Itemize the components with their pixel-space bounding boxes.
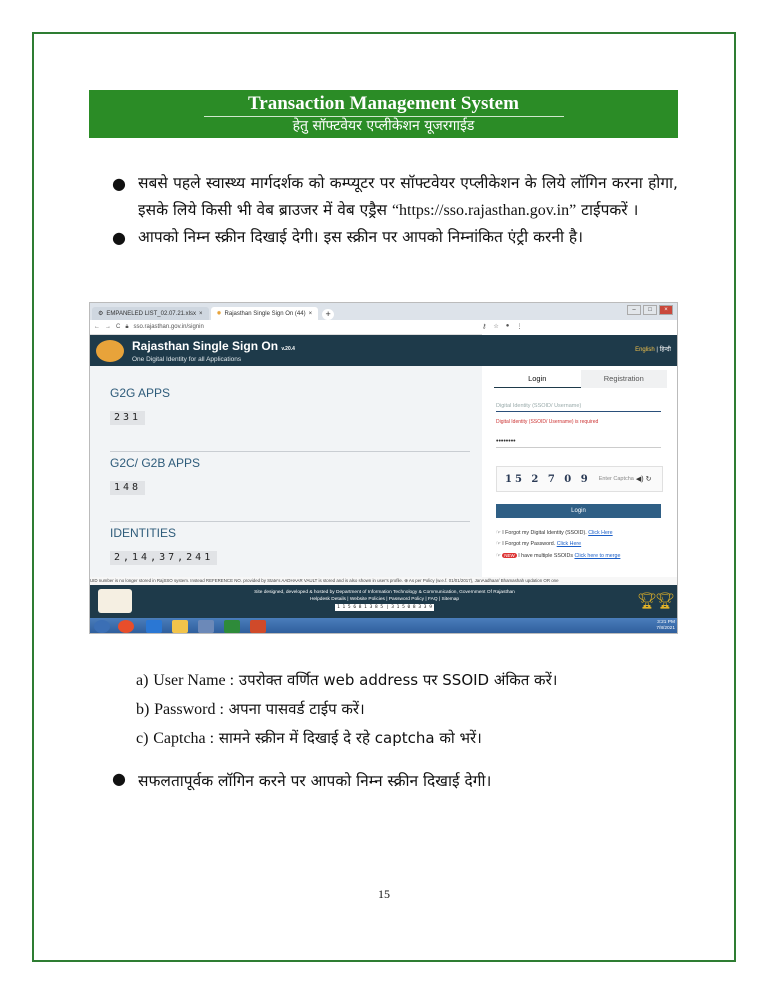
bullet-text: टाईपकरें । — [581, 201, 639, 219]
new-badge: NEW — [504, 553, 515, 558]
divider — [110, 521, 470, 522]
pointer-icon: ☞ — [496, 530, 501, 536]
ssoid-error: Digital Identity (SSOID/ Username) is required — [496, 419, 599, 425]
system-clock: 3:21 PM 7/8/2021 — [656, 620, 675, 631]
excel-icon: ⚙ — [98, 311, 104, 317]
address-bar[interactable] — [90, 320, 677, 335]
document-subtitle: हेतु सॉफ्टवेयर एप्लीकेशन यूजरगाईड — [204, 116, 564, 135]
captcha-box — [496, 466, 663, 492]
lang-hindi-link[interactable]: हिन्दी — [659, 347, 671, 353]
forgot-password-row: ☞ I Forgot my Password. Click Here — [496, 541, 582, 547]
merge-ssoid-row: ☞ NEW I have multiple SSOIDs Click here to merge — [496, 553, 621, 559]
address-url[interactable]: sso.rajasthan.gov.in/signin — [133, 324, 204, 330]
captcha-image: 15 2 7 0 9 — [505, 473, 591, 485]
browser-tab[interactable]: ⚙ EMPANELED LIST_02.07.21.xlsx × — [92, 307, 209, 320]
identities-label: IDENTITIES — [110, 526, 177, 540]
bullet-dot: ● — [112, 769, 126, 788]
pointer-icon: ☞ — [496, 553, 501, 559]
start-button-icon[interactable] — [94, 620, 110, 633]
footer-links[interactable]: Helpdesk Details | Website Policies | Password Policy | FAQ | Sitemap — [309, 597, 460, 602]
forgot-ssoid-row: ☞ I Forgot my Digital Identity (SSOID). Click Here — [496, 530, 613, 536]
bullet-item — [112, 224, 678, 251]
step-item: c) Captcha : सामने स्क्रीन में दिखाई दे रहे captcha को भरें। — [136, 729, 482, 747]
star-icon[interactable]: ☆ — [493, 324, 499, 330]
refresh-icon[interactable]: ↻ — [645, 476, 652, 483]
lock-icon: 🔒︎ — [125, 323, 129, 330]
step-item: a) User Name : उपरोक्त वर्णित web address पर SSOID अंकित करें। — [136, 671, 558, 689]
ie-icon[interactable] — [146, 620, 162, 633]
trophy-icon: 🏆︎ — [654, 593, 675, 610]
back-icon[interactable]: ← — [94, 324, 100, 330]
sso-screenshot — [89, 302, 678, 634]
site-version: v.20.4 — [281, 346, 295, 352]
footer-credit: Site designed, developed & hosted by Department of Information Technology & Communication, Government Of Rajasthan — [254, 590, 515, 595]
login-panel — [482, 366, 678, 577]
forgot-ssoid-link[interactable]: Click Here — [588, 530, 613, 536]
merge-ssoid-link[interactable]: Click here to merge — [574, 553, 621, 559]
reload-icon[interactable]: C — [116, 324, 121, 330]
forgot-password-link[interactable]: Click Here — [556, 541, 582, 547]
tab-login[interactable]: Login — [494, 370, 581, 388]
bullet-item — [112, 170, 678, 224]
maximize-icon[interactable]: □ — [643, 305, 657, 315]
step-item: b) Password : अपना पासवर्ड टाईप करें। — [136, 700, 365, 718]
password-input[interactable]: •••••••• — [496, 438, 661, 448]
login-button[interactable]: Login — [496, 504, 661, 518]
intro-bullets — [112, 170, 678, 251]
key-icon[interactable]: ⚷ — [482, 324, 487, 330]
g2c-counter: 148 — [110, 481, 145, 495]
login-steps — [136, 666, 557, 753]
sso-favicon-icon: ✹ — [216, 311, 222, 317]
minimize-icon[interactable]: – — [627, 305, 641, 315]
g2c-label: G2C/ G2B APPS — [110, 456, 201, 470]
powerpoint-icon[interactable] — [250, 620, 266, 633]
ssoid-input[interactable]: Digital Identity (SSOID/ Username) — [496, 403, 661, 412]
site-title: Rajasthan Single Sign On — [132, 339, 279, 353]
profile-icon[interactable]: ● — [505, 323, 510, 329]
site-subtitle: One Digital Identity for all Applications — [132, 356, 242, 363]
bullet-item — [112, 769, 491, 791]
forward-icon[interactable]: → — [105, 324, 111, 330]
new-tab-icon[interactable]: + — [322, 309, 334, 320]
folder-icon[interactable] — [172, 620, 188, 633]
g2g-counter: 231 — [110, 411, 145, 425]
bullet-dot: ● — [112, 228, 126, 247]
title-banner — [89, 90, 678, 138]
excel-icon[interactable] — [224, 620, 240, 633]
app-icon[interactable] — [198, 620, 214, 633]
chrome-icon[interactable] — [118, 620, 134, 633]
rajasthan-logo — [96, 340, 124, 362]
close-icon[interactable]: × — [308, 310, 313, 317]
bullet-text: आपको निम्न स्क्रीन दिखाई देगी। इस स्क्रीन पर आपको निम्नांकित एंट्री करनी है। — [138, 228, 583, 246]
browser-tab-active[interactable]: ✹ Rajasthan Single Sign On (44) × — [211, 307, 319, 320]
divider — [110, 451, 470, 452]
audio-icon[interactable]: ◀) — [635, 476, 644, 483]
bullet-text: सबसे पहले स्वास्थ्य मार्गदर्शक को कम्प्यूटर पर सॉफ्टवेयर एप्लीकेशन के लिये लॉगिन करना होगा, इसके लिये किसी भी वेब ब्राउजर में वेब एड्रैस — [138, 174, 678, 219]
page-number: 15 — [378, 887, 390, 901]
g2g-label: G2G APPS — [110, 386, 171, 400]
windows-taskbar — [90, 618, 678, 634]
site-footer — [90, 585, 678, 618]
stats-panel — [90, 366, 482, 577]
lang-english-link[interactable]: English — [635, 347, 655, 353]
identities-counter: 2,14,37,241 — [110, 551, 217, 565]
browser-tab-bar — [90, 303, 677, 320]
visitor-counter: 1 1 5 6 8 1 3 8 5 | 3 1 5 0 8 3 3 9 — [337, 605, 432, 610]
sso-url: “https://sso.rajasthan.gov.in” — [391, 202, 577, 219]
close-icon[interactable]: × — [199, 310, 203, 317]
captcha-input[interactable]: Enter Captcha — [598, 476, 634, 482]
trophy-icon: 🏆︎ — [636, 593, 657, 610]
bullet-dot: ● — [112, 174, 126, 193]
tab-registration[interactable]: Registration — [581, 370, 668, 388]
sso-header: Rajasthan Single Sign On v.20.4 One Digital Identity for all Applications English | हिन्दी — [90, 335, 677, 367]
menu-icon[interactable]: ⋮ — [516, 324, 523, 330]
document-title: Transaction Management System — [248, 93, 519, 114]
close-window-icon[interactable]: × — [659, 305, 673, 315]
bullet-text: सफलतापूर्वक लॉगिन करने पर आपको निम्न स्क्रीन दिखाई देगी। — [138, 772, 492, 790]
pointer-icon: ☞ — [496, 541, 501, 547]
notice-ticker: UID number is no longer stored in RajSSO system. Instead REFERENCE NO. provided by State's AADHAAR VAULT is stored and is also shown in user's profile. ⊕ As per Policy (w.e.f. 01/01/2017), JanAadhaar/ Bhamashah updation OR one — [90, 577, 678, 585]
